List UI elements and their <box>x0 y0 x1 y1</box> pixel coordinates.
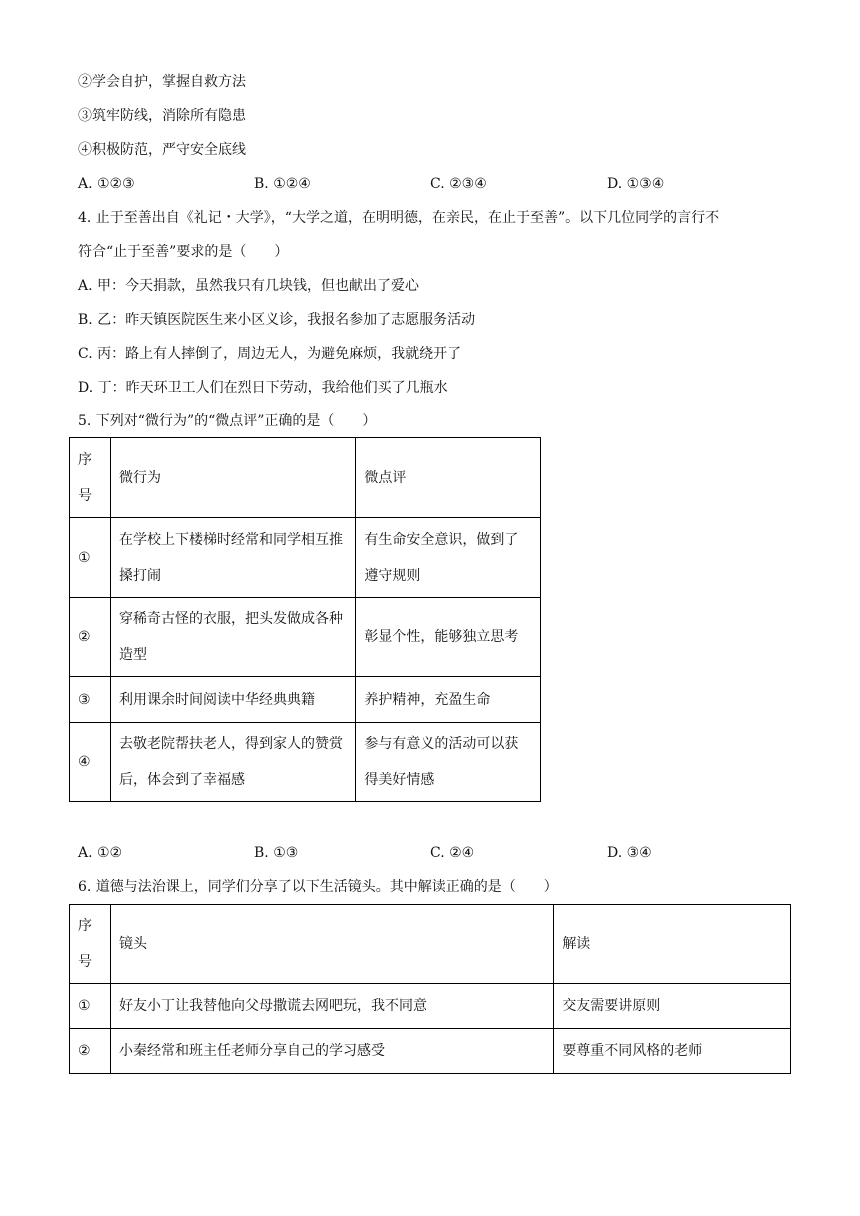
q4-stem-line2: 符合“止于至善”要求的是（ ） <box>78 244 289 260</box>
q5-table <box>69 437 541 802</box>
q6-stem: 6. 道德与法治课上，同学们分享了以下生活镜头。其中解读正确的是（ ） <box>78 879 558 895</box>
q4-option-d[interactable]: D. 丁：昨天环卫工人们在烈日下劳动，我给他们买了几瓶水 <box>78 380 448 396</box>
q6-row2-scene: 小秦经常和班主任老师分享自己的学习感受 <box>110 1029 553 1074</box>
q3-item-3: ③筑牢防线，消除所有隐患 <box>78 108 246 124</box>
q5-option-b[interactable]: B. ①③ <box>254 845 299 861</box>
q3-option-d[interactable]: D. ①③④ <box>607 176 665 192</box>
q6-table <box>69 904 791 1074</box>
table-row <box>70 1029 791 1074</box>
q5-header-row <box>70 438 541 518</box>
table-row <box>70 723 541 802</box>
q6-row1-interpretation: 交友需要讲原则 <box>554 984 791 1029</box>
q3-item-2: ②学会自护，掌握自救方法 <box>78 74 246 90</box>
q4-stem-line1: 4. 止于至善出自《礼记・大学》，“大学之道，在明明德，在亲民，在止于至善”。以下几位同学的言行不 <box>78 210 720 226</box>
q5-row3-behavior: 利用课余时间阅读中华经典典籍 <box>110 677 355 723</box>
q3-option-a[interactable]: A. ①②③ <box>78 176 135 192</box>
q5-stem: 5. 下列对“微行为”的“微点评”正确的是（ ） <box>78 413 377 429</box>
q6-header-num: 序号 <box>70 905 111 984</box>
q6-row1-num: ① <box>70 984 111 1029</box>
q5-row1-behavior: 在学校上下楼梯时经常和同学相互推搡打闹 <box>110 518 355 598</box>
q5-row1-num: ① <box>70 518 111 598</box>
q4-option-b[interactable]: B. 乙：昨天镇医院医生来小区义诊，我报名参加了志愿服务活动 <box>78 312 476 328</box>
q4-option-c[interactable]: C. 丙：路上有人摔倒了，周边无人，为避免麻烦，我就绕开了 <box>78 346 462 362</box>
q6-header-scene: 镜头 <box>110 905 553 984</box>
q5-row4-behavior: 去敬老院帮扶老人，得到家人的赞赏后，体会到了幸福感 <box>110 723 355 802</box>
q5-row4-comment: 参与有意义的活动可以获得美好情感 <box>356 723 541 802</box>
q6-row1-scene: 好友小丁让我替他向父母撒谎去网吧玩，我不同意 <box>110 984 553 1029</box>
q4-option-a[interactable]: A. 甲：今天捐款，虽然我只有几块钱，但也献出了爱心 <box>78 278 420 294</box>
table-row <box>70 984 791 1029</box>
q5-row3-comment: 养护精神，充盈生命 <box>356 677 541 723</box>
q5-row2-num: ② <box>70 598 111 677</box>
q3-option-b[interactable]: B. ①②④ <box>254 176 311 192</box>
q5-row1-comment: 有生命安全意识，做到了遵守规则 <box>356 518 541 598</box>
q5-header-behavior: 微行为 <box>110 438 355 518</box>
q3-option-c[interactable]: C. ②③④ <box>430 176 487 192</box>
q5-option-d[interactable]: D. ③④ <box>607 845 652 861</box>
table-row <box>70 518 541 598</box>
q5-option-a[interactable]: A. ①② <box>78 845 123 861</box>
q5-row2-comment: 彰显个性，能够独立思考 <box>356 598 541 677</box>
q5-row4-num: ④ <box>70 723 111 802</box>
q5-option-c[interactable]: C. ②④ <box>430 845 475 861</box>
q5-row2-behavior: 穿稀奇古怪的衣服，把头发做成各种造型 <box>110 598 355 677</box>
table-row <box>70 677 541 723</box>
q6-header-row <box>70 905 791 984</box>
q3-item-4: ④积极防范，严守安全底线 <box>78 142 246 158</box>
q5-row3-num: ③ <box>70 677 111 723</box>
q6-row2-interpretation: 要尊重不同风格的老师 <box>554 1029 791 1074</box>
q6-header-interpretation: 解读 <box>554 905 791 984</box>
q5-header-comment: 微点评 <box>356 438 541 518</box>
q5-header-num: 序号 <box>70 438 111 518</box>
table-row <box>70 598 541 677</box>
q6-row2-num: ② <box>70 1029 111 1074</box>
